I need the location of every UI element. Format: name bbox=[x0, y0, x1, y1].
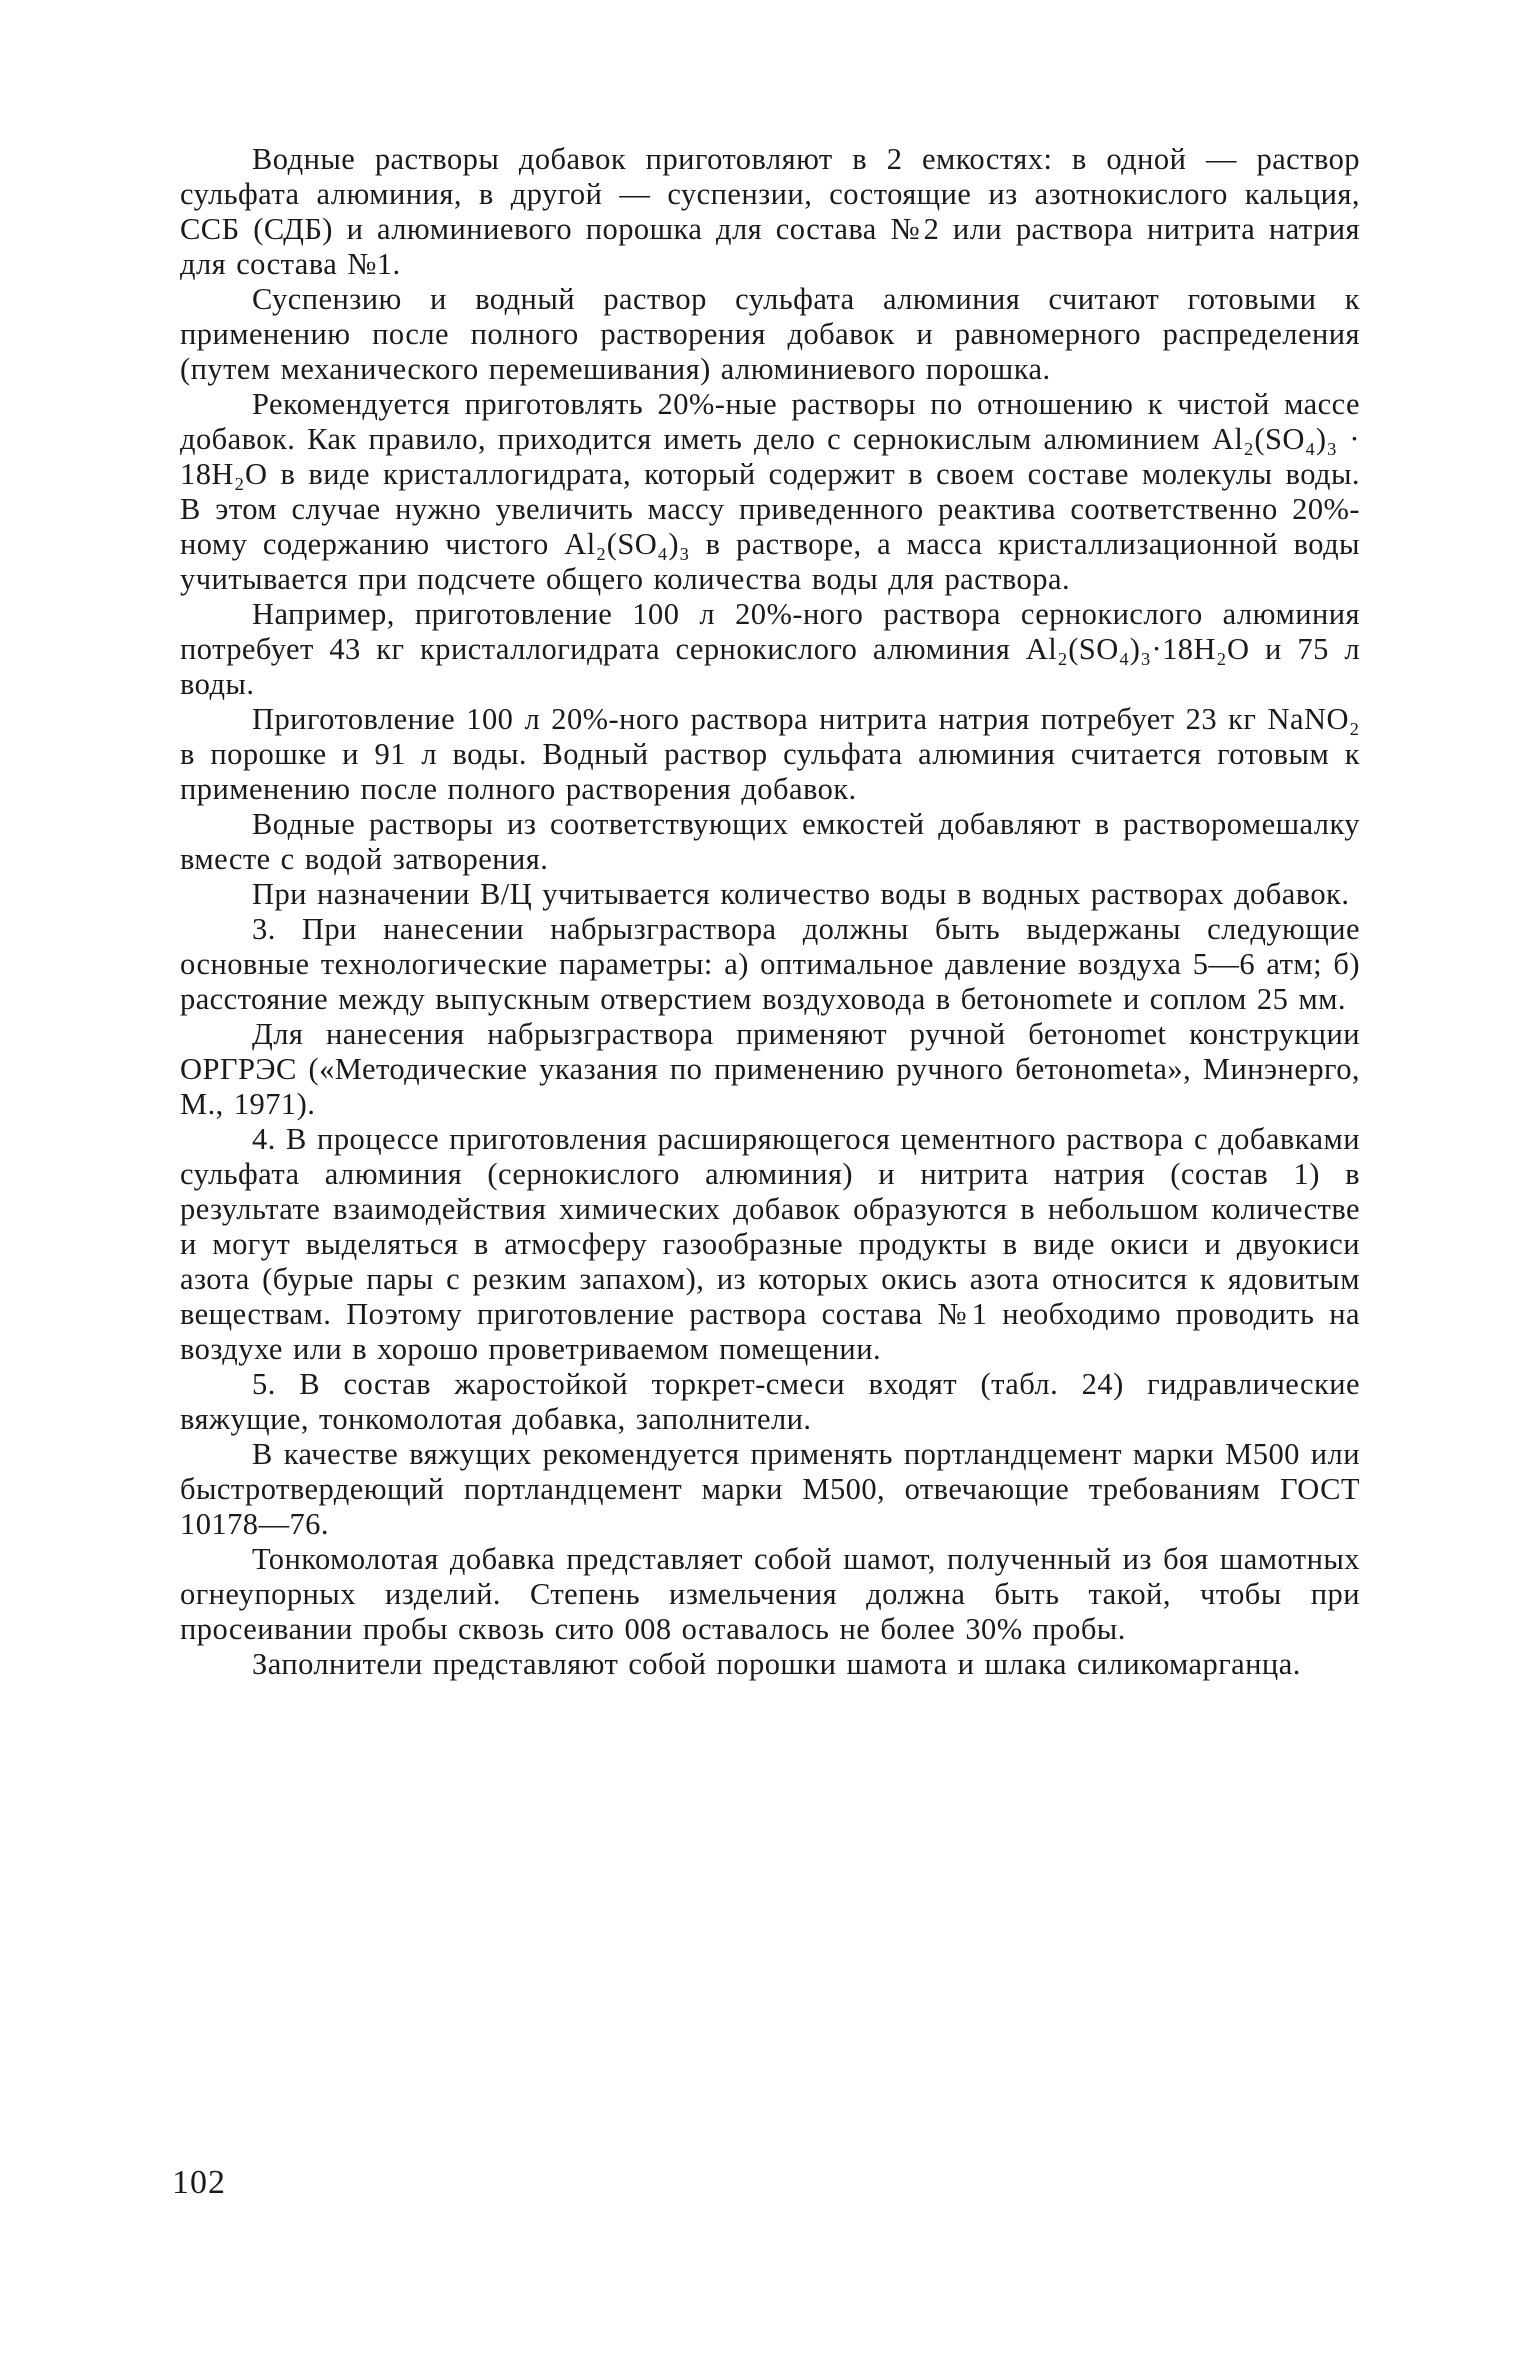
paragraph: 3. При нанесении набрызграствора должны быть выдержаны следующие основные технологические параметры: а) оптимальное давление воздуха 5—6 атм; б) расстояние между выпускным отверстием воздуховода в бетонomete и соплом 25 мм. bbox=[180, 912, 1360, 1016]
page-number: 102 bbox=[172, 2164, 226, 2201]
paragraph: Водные растворы из соответствующих емкостей добавляют в растворомешалку вместе с водой затворения. bbox=[180, 807, 1360, 876]
paragraph: Водные растворы добавок приготовляют в 2 емкостях: в одной — раствор сульфата алюминия, в другой — суспензии, состоящие из азотнокислого кальция, ССБ (СДБ) и алюминиевого порошка для состава №2 или раствора нитрита натрия для состава №1. bbox=[180, 142, 1360, 281]
paragraph: 5. В состав жаростойкой торкрет-смеси входят (табл. 24) гидравлические вяжущие, тонкомолотая добавка, заполнители. bbox=[180, 1367, 1360, 1436]
paragraph: Тонкомолотая добавка представляет собой шамот, полученный из боя шамотных огнеупорных изделий. Степень измельчения должна быть такой, чтобы при просеивании пробы сквозь сито 008 оставалось не более 30% пробы. bbox=[180, 1542, 1360, 1646]
paragraph: Рекомендуется приготовлять 20%-ные растворы по отношению к чистой массе добавок. Как правило, приходится иметь дело с сернокислым алюминием Al₂(SO₄)₃ · 18H₂O в виде кристаллогидрата, который содержит в своем составе молекулы воды. В этом случае нужно увеличить массу приведенного реактива соответственно 20%-ному содержанию чистого Al₂(SO₄)₃ в растворе, а масса кристаллизационной воды учитывается при подсчете общего количества воды для раствора. bbox=[180, 387, 1360, 596]
paragraph: Заполнители представляют собой порошки шамота и шлака силикомарганца. bbox=[252, 1647, 1301, 1681]
paragraph: 4. В процессе приготовления расширяющегося цементного раствора с добавками сульфата алюминия (сернокислого алюминия) и нитрита натрия (состав 1) в результате взаимодействия химических добавок образуются в небольшом количестве и могут выделяться в атмосферу газообразные продукты в виде окиси и двуокиси азота (бурые пары с резким запахом), из которых окись азота относится к ядовитым веществам. Поэтому приготовление раствора состава №1 необходимо проводить на воздухе или в хорошо проветриваемом помещении. bbox=[180, 1122, 1360, 1366]
paragraph: В качестве вяжущих рекомендуется применять портландцемент марки М500 или быстротвердеющий портландцемент марки М500, отвечающие требованиям ГОСТ 10178—76. bbox=[180, 1437, 1360, 1541]
paragraph: Приготовление 100 л 20%-ного раствора нитрита натрия потребует 23 кг NaNO₂ в порошке и 91 л воды. Водный раствор сульфата алюминия считается готовым к применению после полного растворения добавок. bbox=[180, 702, 1360, 806]
paragraph: Например, приготовление 100 л 20%-ного раствора сернокислого алюминия потребует 43 кг кристаллогидрата сернокислого алюминия Al₂(SO₄)₃·18H₂O и 75 л воды. bbox=[180, 597, 1360, 701]
paragraph: Для нанесения набрызграствора применяют ручной бетонomet конструкции ОРГРЭС («Методические указания по применению ручного бетонometа», Минэнерго, М., 1971). bbox=[180, 1017, 1360, 1121]
paragraph: Суспензию и водный раствор сульфата алюминия считают готовыми к применению после полного растворения добавок и равномерного распределения (путем механического перемешивания) алюминиевого порошка. bbox=[180, 282, 1360, 386]
body-text bbox=[180, 142, 1360, 1682]
paragraph: При назначении В/Ц учитывается количество воды в водных растворах добавок. bbox=[252, 877, 1350, 911]
